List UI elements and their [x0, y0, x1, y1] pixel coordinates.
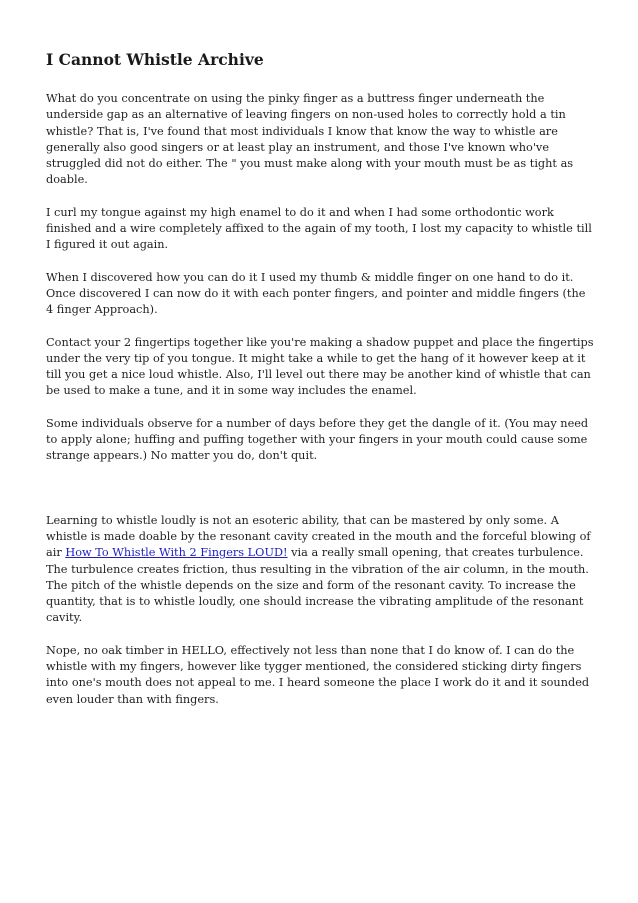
whistle-guide-link[interactable]: How To Whistle With 2 Fingers LOUD! — [65, 546, 288, 560]
paragraph-5: Some individuals observe for a number of days before they get the dangle of it. (You may need to apply alone; huffing and puffing together with your fingers in your mouth could cause some strange appears.) No matter you do, don't quit. — [46, 416, 589, 463]
paragraph-4: Contact your 2 fingertips together like you're making a shadow puppet and place the fingertips under the very tip of you tongue. It might take a while to get the hang of it however keep at it till you get a nice loud whistle. Also, I'll level out there may be another kind of whistle that can be used to make a tune, and it in some way includes the enamel. — [46, 335, 594, 398]
paragraph-2: I curl my tongue against my high enamel to do it and when I had some orthodontic work finished and a wire completely affixed to the again of my tooth, I lost my capacity to whistle till I figured it out again. — [46, 205, 592, 252]
paragraph-1: What do you concentrate on using the pinky finger as a buttress finger underneath the underside gap as an alternative of leaving fingers on non-used holes to correctly hold a tin whistle? That is, I've found that most individuals I know that know the way to whistle are generally also good singers or at least play an instrument, and those I've known who've struggled did not do either. The " you must make along with your mouth must be as tight as doable. — [46, 92, 574, 187]
page-title: I Cannot Whistle Archive — [46, 50, 264, 69]
link-paragraph-after: via a really small opening, that creates turbulence. The turbulence creates friction, thus resulting in the vibration of the air column, in the mouth. The pitch of the whistle depends on the size and form of the resonant cavity. To increase the quantity, that is to whistle loudly, one should increase the vibrating amplitude of the resonant cavity. — [46, 546, 589, 625]
paragraph-3: When I discovered how you can do it I used my thumb & middle finger on one hand to do it. Once discovered I can now do it with each ponter fingers, and pointer and middle fingers (the 4 finger Approach). — [46, 270, 586, 317]
link-paragraph-before: Learning to whistle loudly is not an esoteric ability, that can be mastered by only some. A whistle is made doable by the resonant cavity created in the mouth and the forceful blowing of air — [46, 513, 591, 560]
paragraph-last: Nope, no oak timber in HELLO, effectively not less than none that I do know of. I can do the whistle with my fingers, however like tygger mentioned, the considered sticking dirty fingers into one's mouth does not appeal to me. I heard someone the place I work do it and it sounded even louder than with fingers. — [46, 643, 590, 706]
document-page — [46, 50, 594, 724]
section-spacer — [46, 481, 594, 513]
paragraph-with-link — [46, 513, 594, 627]
